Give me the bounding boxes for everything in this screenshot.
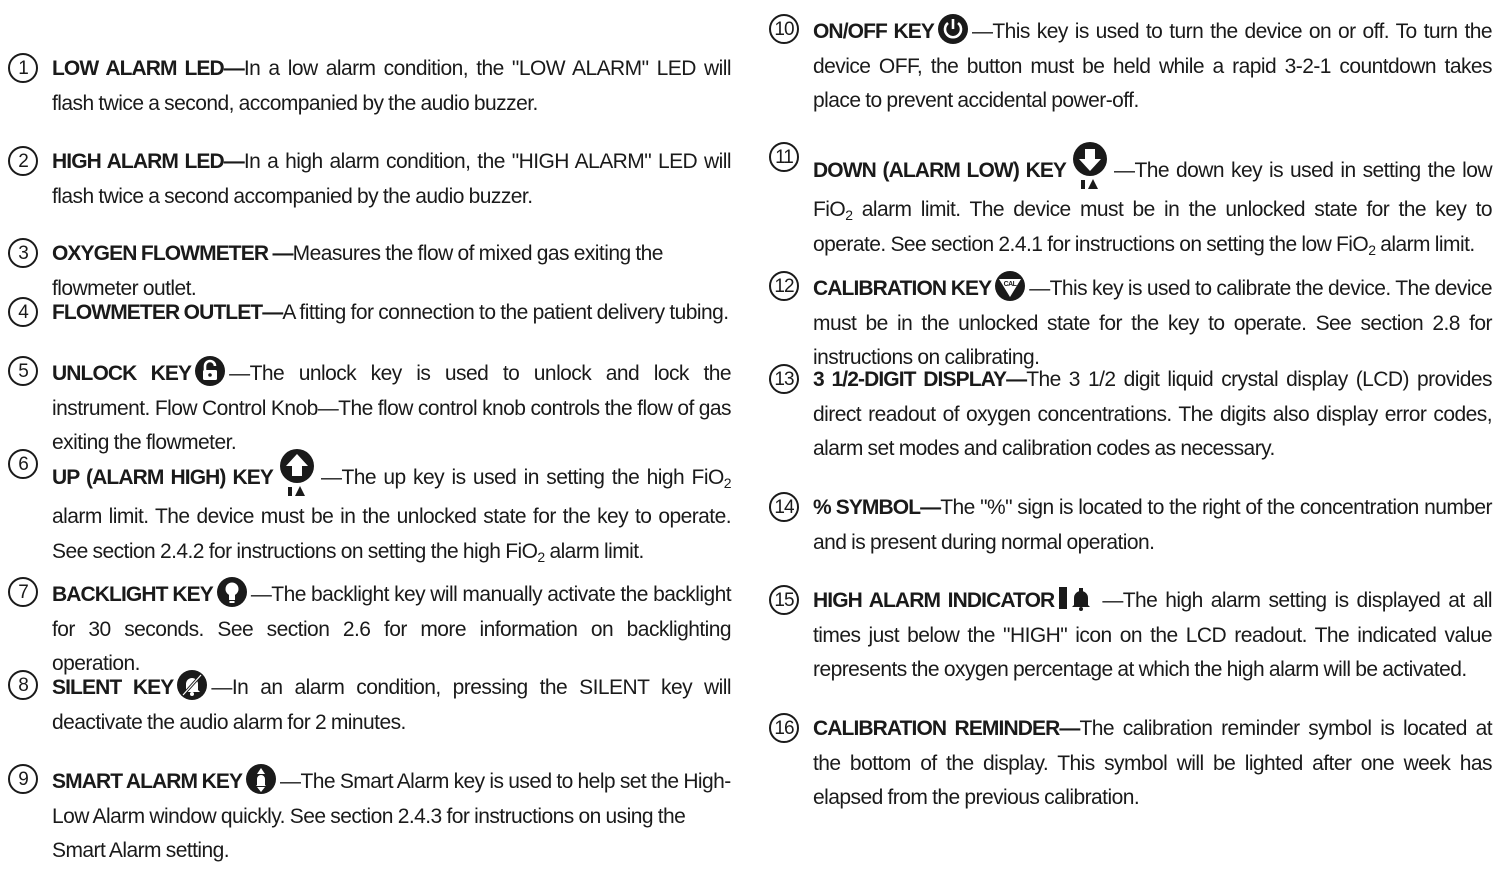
item-body xyxy=(813,584,1492,688)
item-number: 14 xyxy=(769,492,799,522)
item-text: In a high alarm condition, the "HIGH ALARM" LED will flash twice a second accompanied by the audio buzzer. xyxy=(52,150,731,208)
item-body xyxy=(52,448,731,569)
subscript: 2 xyxy=(1368,241,1376,258)
item-label: OXYGEN FLOWMETER — xyxy=(52,242,293,265)
item-number: 10 xyxy=(769,14,799,44)
item-number: 13 xyxy=(769,364,799,394)
item-label: UP (ALARM HIGH) KEY xyxy=(52,466,274,489)
item-text: Measures the flow of mixed gas exiting the flowmeter outlet. xyxy=(52,242,663,300)
item-2 xyxy=(8,145,731,214)
item-body xyxy=(813,270,1492,376)
item-text-c: alarm limit. xyxy=(544,539,644,563)
item-label: CALIBRATION KEY xyxy=(813,277,992,300)
item-body xyxy=(52,296,731,331)
item-body xyxy=(813,712,1492,816)
item-number: 1 xyxy=(8,53,38,83)
smart-alarm-icon xyxy=(245,763,277,795)
item-10 xyxy=(769,13,1492,119)
item-1 xyxy=(8,52,731,121)
item-text: The calibration reminder symbol is located at the bottom of the display. This symbol will be lighted after one week has elapsed from the previous calibration. xyxy=(813,717,1492,809)
item-4 xyxy=(8,296,731,331)
item-number: 16 xyxy=(769,713,799,743)
item-body xyxy=(813,13,1492,119)
item-body xyxy=(813,491,1492,560)
item-label: DOWN (ALARM LOW) KEY xyxy=(813,159,1067,182)
item-text-b: alarm limit. The device must be in the unlocked state for the key to operate. See section 2.4.2 for instructions on setting the high FiO xyxy=(52,505,731,563)
item-label: ON/OFF KEY xyxy=(813,20,934,43)
item-text: —The high alarm setting is displayed at all times just below the "HIGH" icon on the LCD readout. The indicated value represents the oxygen percentage at which the high alarm will be activated. xyxy=(813,589,1492,681)
item-body xyxy=(52,145,731,214)
item-text-c: alarm limit. xyxy=(1375,232,1475,256)
down-arrow-icon xyxy=(1069,141,1111,193)
item-number: 7 xyxy=(8,577,38,607)
subscript: 2 xyxy=(723,475,731,491)
item-text: —The backlight key will manually activate the backlight for 30 seconds. See section 2.6 for more information on backlighting operation. xyxy=(52,583,732,675)
item-text: In a low alarm condition, the "LOW ALARM" LED will flash twice a second, accompanied by the audio buzzer. xyxy=(52,57,731,115)
item-number: 6 xyxy=(8,449,38,479)
item-label: HIGH ALARM INDICATOR xyxy=(813,589,1055,612)
item-label: BACKLIGHT KEY xyxy=(52,583,213,606)
item-text: —This key is used to calibrate the device. The device must be in the unlocked state for the key to operate. See section 2.8 for instructions on calibrating. xyxy=(813,277,1493,369)
item-number: 2 xyxy=(8,146,38,176)
bar-bell-icon xyxy=(1057,585,1099,611)
cal-icon xyxy=(994,270,1026,302)
item-text-b: alarm limit. The device must be in the unlocked state for the key to operate. See section 2.4.1 for instructions on setting the low FiO xyxy=(813,198,1492,256)
item-13 xyxy=(769,363,1492,467)
item-16 xyxy=(769,712,1492,816)
item-body xyxy=(52,669,731,740)
item-14 xyxy=(769,491,1492,560)
item-text: —In an alarm condition, pressing the SILENT key will deactivate the audio alarm for 2 minutes. xyxy=(52,676,732,734)
item-text: —The unlock key is used to unlock and lock the instrument. Flow Control Knob—The flow control knob controls the flow of gas exiting the flowmeter. xyxy=(52,362,732,454)
item-number: 15 xyxy=(769,585,799,615)
item-label: LOW ALARM LED— xyxy=(52,57,244,80)
item-6 xyxy=(8,448,731,569)
item-number: 12 xyxy=(769,271,799,301)
item-label: FLOWMETER OUTLET— xyxy=(52,301,283,324)
item-body xyxy=(813,363,1492,467)
item-body xyxy=(52,576,731,682)
item-body xyxy=(52,355,731,461)
item-text: —This key is used to turn the device on or off. To turn the device OFF, the button must be held while a rapid 3-2-1 countdown takes place to prevent accidental power-off. xyxy=(813,20,1492,112)
item-body xyxy=(813,141,1492,262)
power-icon xyxy=(937,13,969,45)
up-arrow-icon xyxy=(276,448,318,500)
item-label: SILENT KEY xyxy=(52,676,174,699)
item-text: A fitting for connection to the patient delivery tubing. xyxy=(282,301,729,324)
item-text: —The Smart Alarm key is used to help set the High-Low Alarm window quickly. See section 2.4.3 for instructions on using the Smart Alarm setting. xyxy=(52,770,731,862)
item-text-a: —The down key is used in setting the low FiO xyxy=(813,159,1492,221)
item-number: 4 xyxy=(8,297,38,327)
item-label: SMART ALARM KEY xyxy=(52,770,243,793)
bell-mute-icon xyxy=(176,669,208,701)
item-body xyxy=(52,763,731,869)
item-label: % SYMBOL— xyxy=(813,496,941,519)
item-number: 5 xyxy=(8,356,38,386)
item-text-a: —The up key is used in setting the high FiO xyxy=(321,466,724,489)
item-label: HIGH ALARM LED— xyxy=(52,150,244,173)
item-number: 3 xyxy=(8,238,38,268)
item-number: 8 xyxy=(8,670,38,700)
item-label: 3 1/2-DIGIT DISPLAY— xyxy=(813,368,1027,391)
cal-icon-text: CAL xyxy=(1003,281,1017,288)
item-text: The "%" sign is located to the right of the concentration number and is present during normal operation. xyxy=(813,496,1492,554)
item-text: The 3 1/2 digit liquid crystal display (LCD) provides direct readout of oxygen concentrations. The digits also display error codes, alarm set modes and calibration codes as necessary. xyxy=(813,368,1492,460)
item-5 xyxy=(8,355,731,461)
item-number: 11 xyxy=(769,142,799,172)
unlock-icon xyxy=(194,355,226,387)
item-8 xyxy=(8,669,731,740)
item-7 xyxy=(8,576,731,682)
item-9 xyxy=(8,763,731,869)
item-15 xyxy=(769,584,1492,688)
lightbulb-icon xyxy=(216,576,248,608)
item-12 xyxy=(769,270,1492,376)
subscript: 2 xyxy=(845,207,853,223)
item-11 xyxy=(769,141,1492,262)
subscript: 2 xyxy=(537,548,545,565)
item-label: CALIBRATION REMINDER— xyxy=(813,717,1080,740)
item-body xyxy=(52,52,731,121)
item-label: UNLOCK KEY xyxy=(52,362,192,385)
item-number: 9 xyxy=(8,764,38,794)
